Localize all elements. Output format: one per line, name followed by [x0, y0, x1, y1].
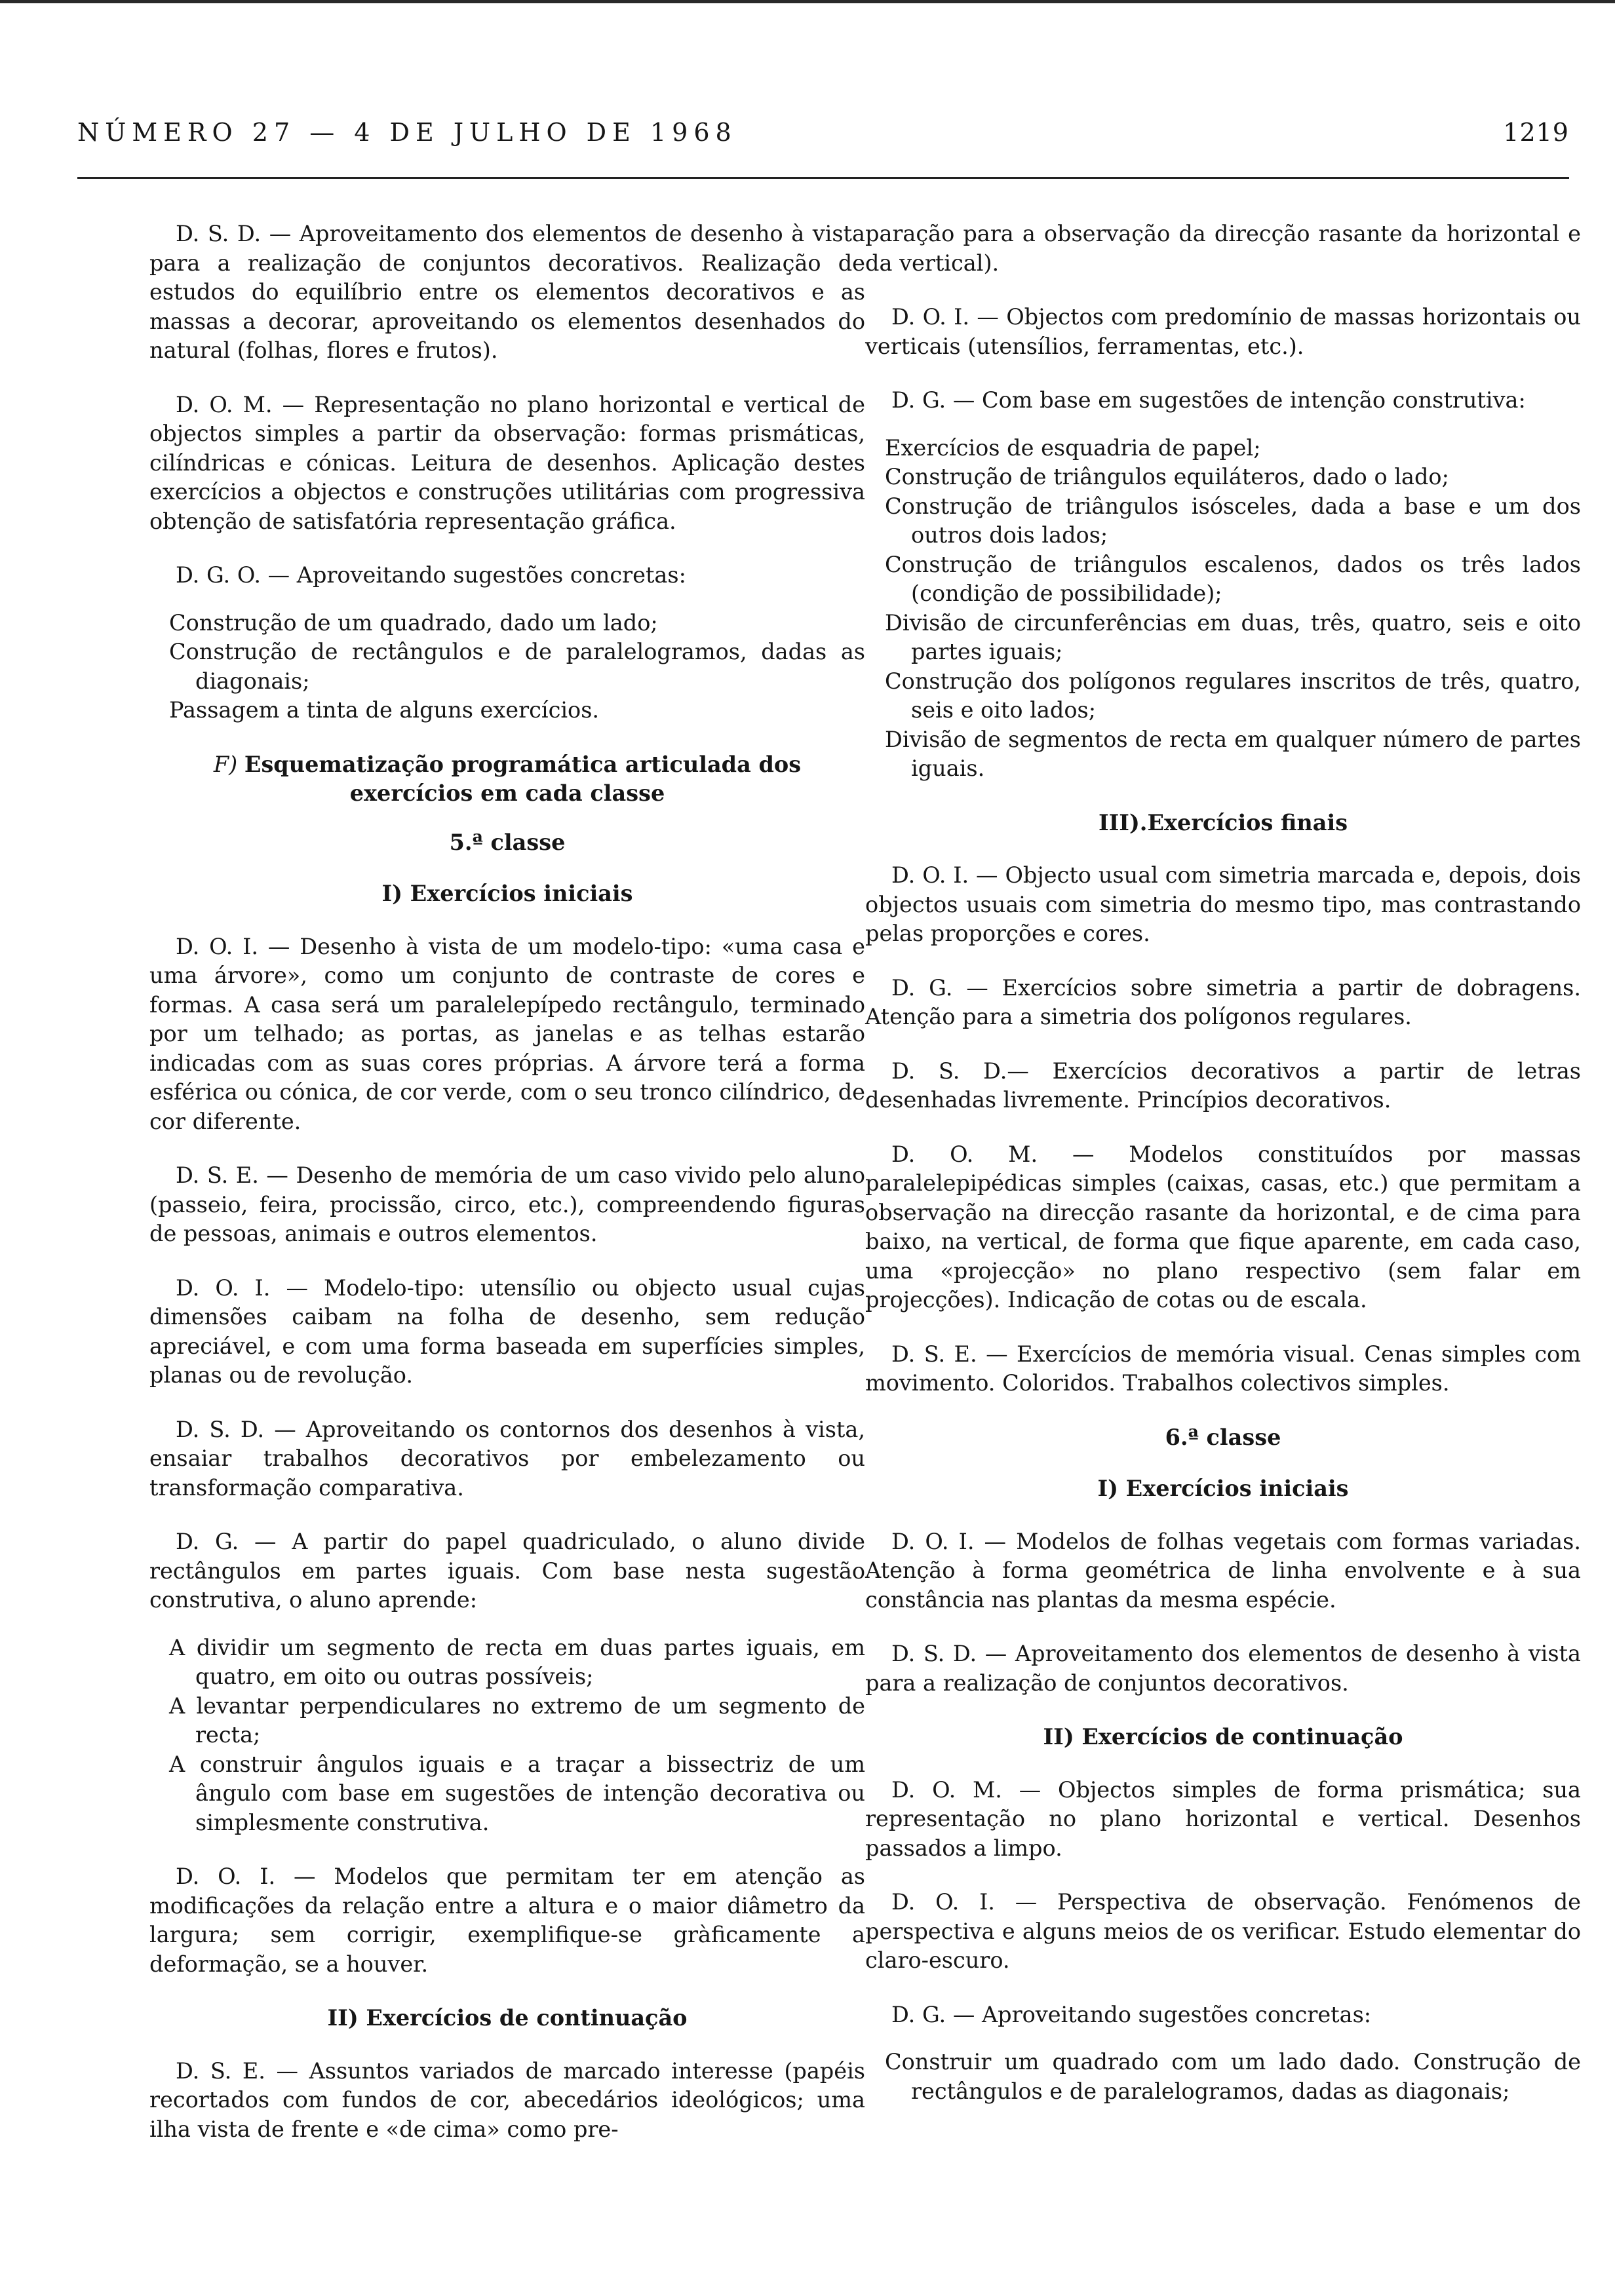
construction-list	[865, 434, 1581, 784]
list-item: Construção de triângulos equiláteros, dado o lado;	[885, 464, 1449, 489]
list-item: Construção de rectângulos e de paralelogramos, dadas as diagonais;	[169, 639, 865, 694]
learning-list	[149, 1634, 865, 1838]
page-number: 1219	[1503, 118, 1569, 147]
paragraph: paração para a observação da direcção rasante da horizontal e da vertical).	[865, 221, 1581, 276]
paragraph: D. S. E. — Assuntos variados de marcado interesse (papéis recortados com fundos de cor, abecedários ideológicos; uma ilha vista de frente e «de cima» como pre-	[149, 2057, 865, 2142]
paragraph: D. O. M. — Representação no plano horizontal e vertical de objectos simples a partir da observação: formas prismáticas, cilíndricas e cónicas. Leitura de desenhos. Aplicação destes exercícios a objectos e construções utilitárias com progressiva obtenção de satisfatória representação gráfica.	[149, 391, 865, 534]
paragraph: D. S. E. — Exercícios de memória visual. Cenas simples com movimento. Coloridos. Trabalhos colectivos simples.	[865, 1341, 1581, 1396]
list-item: Exercícios de esquadria de papel;	[885, 434, 1261, 461]
paragraph: D. S. E. — Desenho de memória de um caso vivido pelo aluno (passeio, feira, procissão, circo, etc.), compreendendo figuras de pessoas, animais e outros elementos.	[149, 1162, 865, 1246]
section-title: Esquematização programática articulada dos exercícios em cada classe	[244, 751, 802, 806]
section-heading	[149, 750, 865, 809]
section-label: F)	[213, 751, 238, 777]
paragraph: D. G. — Aproveitando sugestões concretas:	[891, 2001, 1372, 2027]
paragraph: D. O. I. — Perspectiva de observação. Fenómenos de perspectiva e alguns meios de os verificar. Estudo elementar do claro-escuro.	[865, 1889, 1581, 1973]
subheading: I) Exercícios iniciais	[1097, 1476, 1349, 1501]
paragraph: D. O. M. — Objectos simples de forma prismática; sua representação no plano horizontal e vertical. Desenhos passados a limpo.	[865, 1776, 1581, 1861]
list-item: Divisão de circunferências em duas, três, quatro, seis e oito partes iguais;	[885, 609, 1581, 664]
construction-list	[865, 2048, 1581, 2106]
list-item: Construção de um quadrado, dado um lado;	[169, 609, 658, 636]
paragraph: D. O. M. — Modelos constituídos por massas paralelepipédicas simples (caixas, casas, etc.) que permitam a observação na direcção rasante da horizontal, e de cima para baixo, na vertical, de forma que fique aparente, em cada caso, uma «projecção» no plano respectivo (sem falar em projecções). Indicação de cotas ou de escala.	[865, 1141, 1581, 1312]
paragraph: D. O. I. — Objectos com predomínio de massas horizontais ou verticais (utensílios, ferramentas, etc.).	[865, 304, 1581, 359]
paragraph: D. S. D. — Aproveitamento dos elementos de desenho à vista para a realização de conjuntos decorativos.	[865, 1641, 1581, 1696]
paragraph: D. G. — Exercícios sobre simetria a partir de dobragens. Atenção para a simetria dos polígonos regulares.	[865, 974, 1581, 1029]
paragraph: D. G. O. — Aproveitando sugestões concretas:	[176, 562, 686, 588]
subheading: I) Exercícios iniciais	[381, 881, 633, 906]
list-item: A construir ângulos iguais e a traçar a bissectriz de um ângulo com base em sugestões de intenção decorativa ou simplesmente construtiva.	[169, 1751, 865, 1835]
issue-date: NÚMERO 27 — 4 DE JULHO DE 1968	[77, 118, 737, 147]
right-column	[865, 220, 1581, 2131]
list-item: A dividir um segmento de recta em duas partes iguais, em quatro, em oito ou outras possíveis;	[169, 1634, 865, 1689]
paragraph: D. G. — Com base em sugestões de intenção construtiva:	[891, 387, 1526, 413]
paragraph: D. O. I. — Modelos de folhas vegetais com formas variadas. Atenção à forma geométrica de linha envolvente e à sua constância nas plantas da mesma espécie.	[865, 1528, 1581, 1613]
paragraph: D. S. D.— Exercícios decorativos a partir de letras desenhadas livremente. Princípios decorativos.	[865, 1058, 1581, 1113]
paragraph: D. S. D. — Aproveitamento dos elementos de desenho à vista para a realização de conjuntos decorativos. Realização de estudos do equilíbrio entre os elementos decorativos e as massas a decorar, aproveitando os elementos desenhados do natural (folhas, flores e frutos).	[149, 221, 865, 363]
list-item: Construir um quadrado com um lado dado. Construção de rectângulos e de paralelogramos, dadas as diagonais;	[885, 2049, 1581, 2104]
construction-list	[149, 609, 865, 725]
page-header	[77, 118, 1569, 147]
paragraph: D. O. I. — Modelos que permitam ter em atenção as modificações da relação entre a altura e o maior diâmetro da largura; sem corrigir, exemplifique-se gràficamente a deformação, se a houver.	[149, 1864, 865, 1977]
list-item: Passagem a tinta de alguns exercícios.	[169, 697, 600, 723]
left-column	[149, 220, 865, 2169]
paragraph: D. O. I. — Desenho à vista de um modelo-tipo: «uma casa e uma árvore», como um conjunto de contraste de cores e formas. A casa será um paralelepípedo rectângulo, terminado por um telhado; as portas, as janelas e as telhas estarão indicadas com as suas cores próprias. A árvore terá a forma esférica ou cónica, de cor verde, com o seu tronco cilíndrico, de cor diferente.	[149, 933, 865, 1134]
list-item: A levantar perpendiculares no extremo de um segmento de recta;	[169, 1693, 865, 1748]
paragraph: D. O. I. — Objecto usual com simetria marcada e, depois, dois objectos usuais com simetria do mesmo tipo, mas contrastando pelas proporções e cores.	[865, 862, 1581, 946]
subheading: II) Exercícios de continuação	[1043, 1724, 1403, 1750]
paragraph: D. G. — A partir do papel quadriculado, o aluno divide rectângulos em partes iguais. Com base nesta sugestão construtiva, o aluno aprende:	[149, 1529, 865, 1613]
paragraph: D. O. I. — Modelo-tipo: utensílio ou objecto usual cujas dimensões caibam na folha de desenho, sem redução apreciável, e com uma forma baseada em superfícies simples, planas ou de revolução.	[149, 1274, 865, 1388]
list-item: Construção de triângulos escalenos, dados os três lados (condição de possibilidade);	[885, 551, 1581, 606]
class-heading: 5.ª classe	[449, 829, 566, 855]
list-item: Divisão de segmentos de recta em qualquer número de partes iguais.	[885, 726, 1581, 781]
top-edge-rule	[0, 0, 1615, 3]
class-heading: 6.ª classe	[1165, 1424, 1281, 1450]
subheading: III).Exercícios finais	[1098, 809, 1348, 835]
paragraph: D. S. D. — Aproveitando os contornos dos desenhos à vista, ensaiar trabalhos decorativos por embelezamento ou transformação comparativa.	[149, 1416, 865, 1501]
subheading: II) Exercícios de continuação	[327, 2005, 688, 2031]
list-item: Construção dos polígonos regulares inscritos de três, quatro, seis e oito lados;	[885, 668, 1581, 723]
header-rule	[77, 177, 1569, 179]
list-item: Construção de triângulos isósceles, dada a base e um dos outros dois lados;	[885, 493, 1581, 548]
